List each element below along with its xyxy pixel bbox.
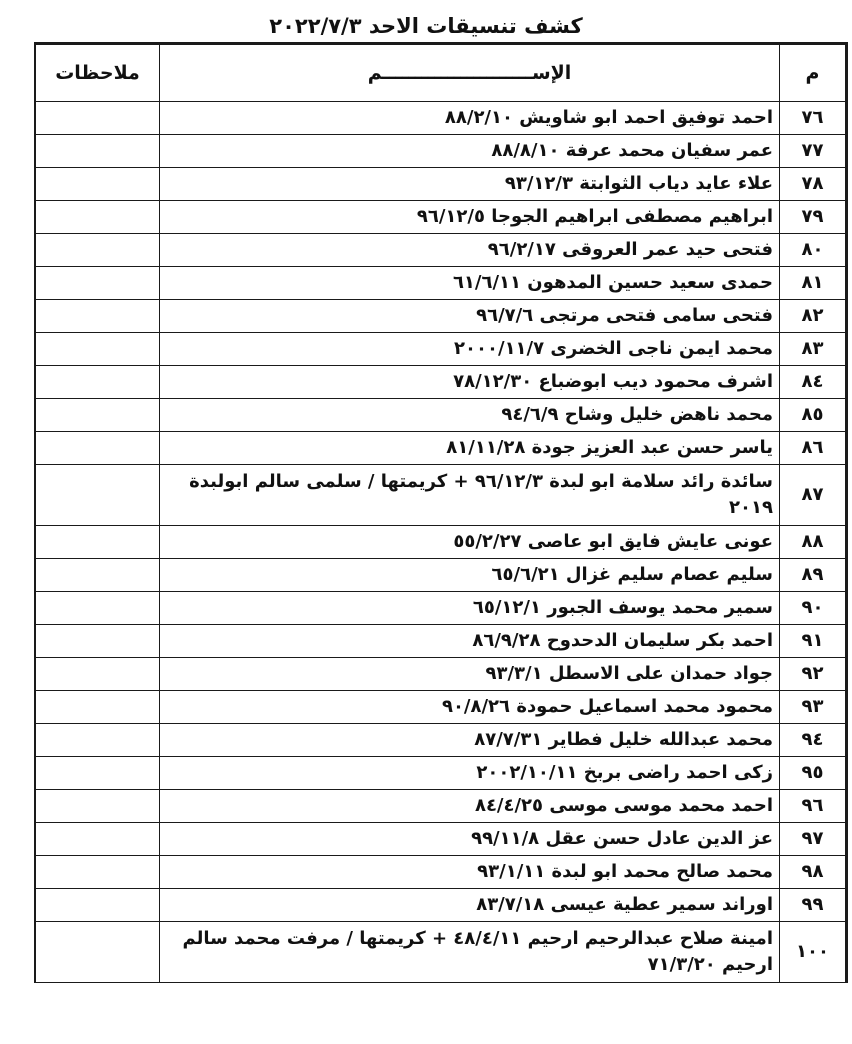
row-name: حمدى سعيد حسين المدهون ٦١/٦/١١ xyxy=(160,267,780,300)
row-notes xyxy=(36,889,160,922)
row-number: ٧٩ xyxy=(780,201,846,234)
table-row xyxy=(36,625,846,658)
table-row xyxy=(36,465,846,526)
row-name: عمر سفيان محمد عرفة ٨٨/٨/١٠ xyxy=(160,135,780,168)
row-notes xyxy=(36,135,160,168)
table-row xyxy=(36,658,846,691)
row-notes xyxy=(36,465,160,526)
table-row xyxy=(36,432,846,465)
header-name: الإســـــــــــــــــــــــم xyxy=(160,45,780,102)
row-number: ٨١ xyxy=(780,267,846,300)
row-name: ياسر حسن عبد العزيز جودة ٨١/١١/٢٨ xyxy=(160,432,780,465)
table-row xyxy=(36,856,846,889)
row-number: ٨٦ xyxy=(780,432,846,465)
row-number: ٩٧ xyxy=(780,823,846,856)
table-row xyxy=(36,724,846,757)
row-name: احمد محمد موسى موسى ٨٤/٤/٢٥ xyxy=(160,790,780,823)
row-name: سليم عصام سليم غزال ٦٥/٦/٢١ xyxy=(160,559,780,592)
row-name: اوراند سمير عطية عيسى ٨٣/٧/١٨ xyxy=(160,889,780,922)
header-number: م xyxy=(780,45,846,102)
table-row xyxy=(36,559,846,592)
table-row xyxy=(36,267,846,300)
table-row xyxy=(36,790,846,823)
row-number: ١٠٠ xyxy=(780,922,846,983)
row-number: ٨٠ xyxy=(780,234,846,267)
row-notes xyxy=(36,592,160,625)
table-row xyxy=(36,526,846,559)
row-notes xyxy=(36,823,160,856)
table-row xyxy=(36,300,846,333)
row-name: فتحى سامى فتحى مرتجى ٩٦/٧/٦ xyxy=(160,300,780,333)
row-name: محمد صالح محمد ابو لبدة ٩٣/١/١١ xyxy=(160,856,780,889)
table-row xyxy=(36,102,846,135)
row-notes xyxy=(36,559,160,592)
row-notes xyxy=(36,526,160,559)
names-table xyxy=(35,44,846,983)
row-number: ٩٤ xyxy=(780,724,846,757)
row-notes xyxy=(36,366,160,399)
table-row xyxy=(36,234,846,267)
table-row xyxy=(36,201,846,234)
row-name: ابراهيم مصطفى ابراهيم الجوجا ٩٦/١٢/٥ xyxy=(160,201,780,234)
row-name: علاء عايد دياب الثوابتة ٩٣/١٢/٣ xyxy=(160,168,780,201)
row-number: ٨٤ xyxy=(780,366,846,399)
row-notes xyxy=(36,201,160,234)
row-number: ٩٢ xyxy=(780,658,846,691)
table-row xyxy=(36,823,846,856)
row-notes xyxy=(36,691,160,724)
row-number: ٨٧ xyxy=(780,465,846,526)
row-number: ٩٠ xyxy=(780,592,846,625)
row-number: ٩٦ xyxy=(780,790,846,823)
row-name: محمد عبدالله خليل فطاير ٨٧/٧/٣١ xyxy=(160,724,780,757)
page-title: كشف تنسيقات الاحد ٢٠٢٢/٧/٣ xyxy=(269,14,583,38)
row-notes xyxy=(36,102,160,135)
row-name: امينة صلاح عبدالرحيم ارحيم ٤٨/٤/١١ + كريمتها / مرفت محمد سالم ارحيم ٧١/٣/٢٠ xyxy=(160,922,780,983)
row-name: احمد توفيق احمد ابو شاويش ٨٨/٢/١٠ xyxy=(160,102,780,135)
table-row xyxy=(36,691,846,724)
row-name: احمد بكر سليمان الدحدوح ٨٦/٩/٢٨ xyxy=(160,625,780,658)
row-notes xyxy=(36,267,160,300)
row-name: زكى احمد راضى بربخ ٢٠٠٢/١٠/١١ xyxy=(160,757,780,790)
row-number: ٩٣ xyxy=(780,691,846,724)
table-row xyxy=(36,135,846,168)
row-name: اشرف محمود ديب ابوضباع ٧٨/١٢/٣٠ xyxy=(160,366,780,399)
row-name: سائدة رائد سلامة ابو لبدة ٩٦/١٢/٣ + كريمتها / سلمى سالم ابولبدة ٢٠١٩ xyxy=(160,465,780,526)
table-row xyxy=(36,592,846,625)
row-notes xyxy=(36,234,160,267)
row-number: ٧٨ xyxy=(780,168,846,201)
row-number: ٩٥ xyxy=(780,757,846,790)
row-name: محمد ناهض خليل وشاح ٩٤/٦/٩ xyxy=(160,399,780,432)
row-notes xyxy=(36,922,160,983)
row-name: فتحى حيد عمر العروقى ٩٦/٢/١٧ xyxy=(160,234,780,267)
table-header-row xyxy=(36,45,846,102)
row-number: ٧٧ xyxy=(780,135,846,168)
row-notes xyxy=(36,790,160,823)
row-name: جواد حمدان على الاسطل ٩٣/٣/١ xyxy=(160,658,780,691)
table-row xyxy=(36,922,846,983)
row-notes xyxy=(36,724,160,757)
table-row xyxy=(36,168,846,201)
row-name: عونى عايش فايق ابو عاصى ٥٥/٢/٢٧ xyxy=(160,526,780,559)
row-notes xyxy=(36,658,160,691)
row-notes xyxy=(36,399,160,432)
names-sheet xyxy=(34,42,848,983)
row-notes xyxy=(36,300,160,333)
row-name: محمد ايمن ناجى الخضرى ٢٠٠٠/١١/٧ xyxy=(160,333,780,366)
row-number: ٨٢ xyxy=(780,300,846,333)
table-row xyxy=(36,333,846,366)
row-notes xyxy=(36,625,160,658)
row-number: ٨٩ xyxy=(780,559,846,592)
table-row xyxy=(36,757,846,790)
table-body xyxy=(36,102,846,983)
row-number: ٧٦ xyxy=(780,102,846,135)
row-name: عز الدين عادل حسن عقل ٩٩/١١/٨ xyxy=(160,823,780,856)
row-name: محمود محمد اسماعيل حمودة ٩٠/٨/٢٦ xyxy=(160,691,780,724)
row-notes xyxy=(36,333,160,366)
table-row xyxy=(36,366,846,399)
row-notes xyxy=(36,432,160,465)
row-number: ٩٨ xyxy=(780,856,846,889)
row-number: ٨٨ xyxy=(780,526,846,559)
table-row xyxy=(36,399,846,432)
row-notes xyxy=(36,168,160,201)
row-notes xyxy=(36,757,160,790)
header-notes: ملاحظات xyxy=(36,45,160,102)
row-number: ٨٣ xyxy=(780,333,846,366)
row-name: سمير محمد يوسف الجبور ٦٥/١٢/١ xyxy=(160,592,780,625)
row-number: ٩١ xyxy=(780,625,846,658)
row-number: ٨٥ xyxy=(780,399,846,432)
table-row xyxy=(36,889,846,922)
row-notes xyxy=(36,856,160,889)
row-number: ٩٩ xyxy=(780,889,846,922)
